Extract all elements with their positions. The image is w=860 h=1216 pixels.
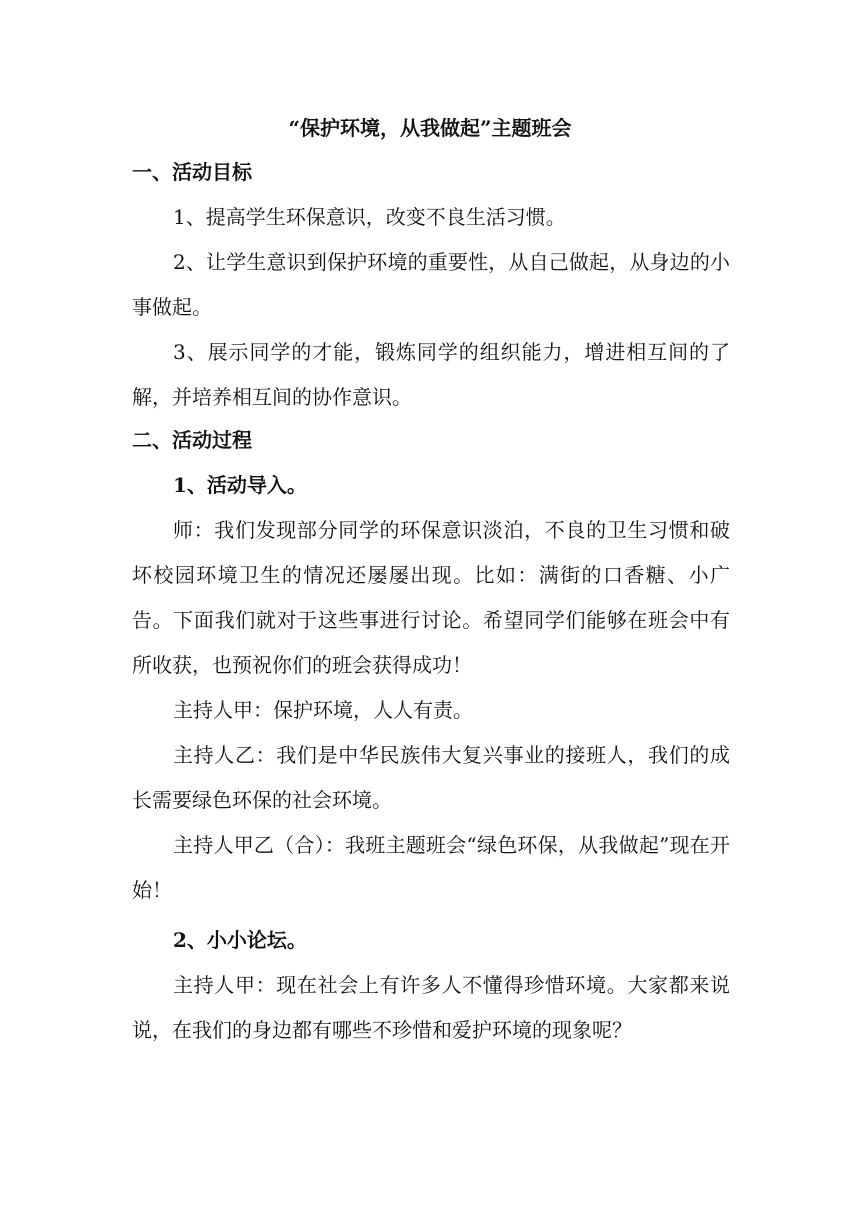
intro-paragraph-hosts-together: 主持人甲乙（合）：我班主题班会“绿色环保，从我做起”现在开始！ (132, 833, 730, 902)
document-title: “保护环境，从我做起”主题班会 (288, 116, 572, 140)
intro-paragraph-host-b: 主持人乙：我们是中华民族伟大复兴事业的接班人，我们的成长需要绿色环保的社会环境。 (132, 743, 730, 812)
goal-paragraph-1: 1、提高学生环保意识，改变不良生活习惯。 (173, 205, 566, 229)
subsection-heading-intro: 1、活动导入。 (173, 473, 307, 497)
section-heading-goals: 一、活动目标 (132, 160, 252, 184)
section-heading-process: 二、活动过程 (132, 428, 252, 452)
forum-paragraph-host-a: 主持人甲：现在社会上有许多人不懂得珍惜环境。大家都来说说，在我们的身边都有哪些不珍惜和爱护环境的现象呢？ (132, 973, 730, 1042)
intro-paragraph-teacher: 师：我们发现部分同学的环保意识淡泊，不良的卫生习惯和破坏校园环境卫生的情况还屡屡出现。比如：满街的口香糖、小广告。下面我们就对于这些事进行讨论。希望同学们能够在班会中有所收获，也预祝你们的班会获得成功！ (132, 518, 730, 677)
goal-paragraph-3: 3、展示同学的才能，锻炼同学的组织能力，增进相互间的了解，并培养相互间的协作意识。 (132, 340, 730, 409)
intro-paragraph-host-a: 主持人甲：保护环境，人人有责。 (173, 698, 473, 722)
subsection-heading-forum: 2、小小论坛。 (173, 928, 307, 952)
goal-paragraph-2: 2、让学生意识到保护环境的重要性，从自己做起，从身边的小事做起。 (132, 250, 730, 319)
